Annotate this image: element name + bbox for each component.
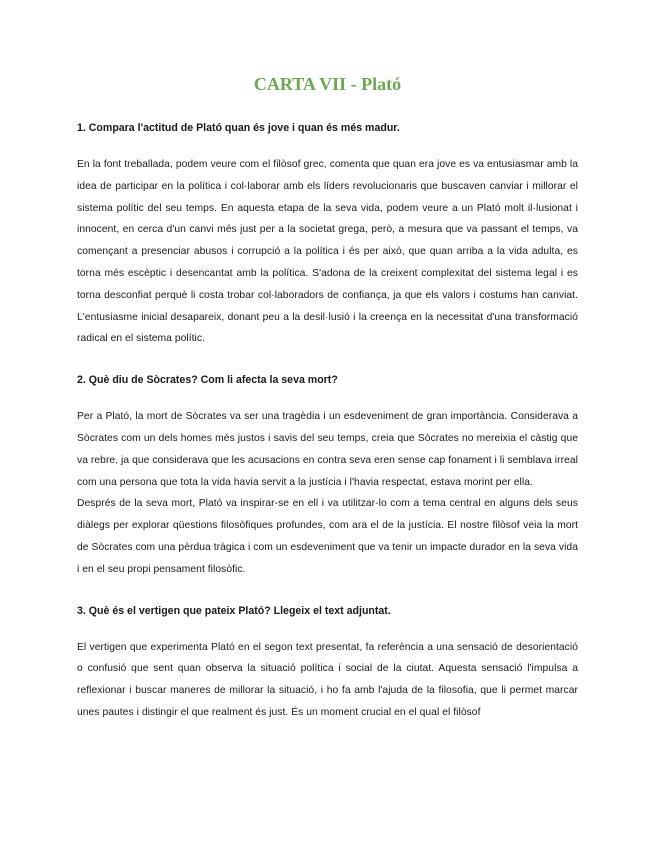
document-body bbox=[77, 118, 578, 724]
question-heading: 2. Què diu de Sòcrates? Com li afecta la seva mort? bbox=[77, 374, 338, 387]
answer-paragraph: Després de la seva mort, Plató va inspirar-se en ell i va utilitzar-lo com a tema central en alguns dels seus diàlegs per explorar qüestions filosòfiques profundes, com ara el de la justícia. El nostre filòsof veia la mort de Sòcrates com una pèrdua tràgica i com un esdeveniment que va tenir un impacte durador en la seva vida i en el seu propi pensament filosòfic. bbox=[77, 498, 578, 575]
answer-paragraph: Per a Plató, la mort de Sòcrates va ser una tragèdia i un esdeveniment de gran importància. Considerava a Sòcrates com un dels homes més justos i savis del seu temps, creia que Sòcrates no mereixia el càstig que va rebre, ja que considerava que les acusacions en contra seva eren sense cap fonament i li semblava irreal com una persona que tota la vida havia servit a la justícia i l'havia respectat, estava morint per ella. bbox=[77, 411, 578, 488]
page-title: CARTA VII - Plató bbox=[253, 74, 402, 94]
question-heading: 3. Què és el vertigen que pateix Plató? Llegeix el text adjuntat. bbox=[77, 604, 391, 617]
question-heading: 1. Compara l'actitud de Plató quan és jove i quan és més madur. bbox=[77, 122, 400, 134]
section-2 bbox=[77, 370, 578, 580]
answer-paragraph: En la font treballada, podem veure com el filòsof grec, comenta que quan era jove es va entusiasmar amb la idea de participar en la política i col·laborar amb els líders revolucionaris que buscaven canviar i millorar el sistema polític del seu temps. En aquesta etapa de la seva vida, podem veure a un Plató molt il·lusionat i innocent, en cerca d'un canvi més just per a la societat grega, però, a mesura que va passant el temps, va començant a presenciar abusos i corrupció a la política i és per això, que quan arriba a la vida adulta, es torna més escèptic i desencantat amb la política. S'adona de la creixent complexitat del sistema legal i es torna desconfiat perquè li costa trobar col·laboradors de confiança, ja que els valors i costums han canviat. L'entusiasme inicial desapareix, donant peu a la desil·lusió i la creença en la necessitat d'una transformació radical en el sistema polític. bbox=[77, 159, 578, 345]
section-1 bbox=[77, 118, 578, 350]
section-3 bbox=[77, 601, 578, 724]
answer-paragraph: El vertigen que experimenta Plató en el segon text presentat, fa referència a una sensació de desorientació o confusió que sent quan observa la situació política i social de la ciutat. Aquesta sensació l'impulsa a reflexionar i buscar maneres de millorar la situació, i ho fa amb l'ajuda de la filosofia, que li permet marcar unes pautes i distingir el que realment és just. És un moment crucial en el qual el filòsof bbox=[77, 641, 578, 718]
